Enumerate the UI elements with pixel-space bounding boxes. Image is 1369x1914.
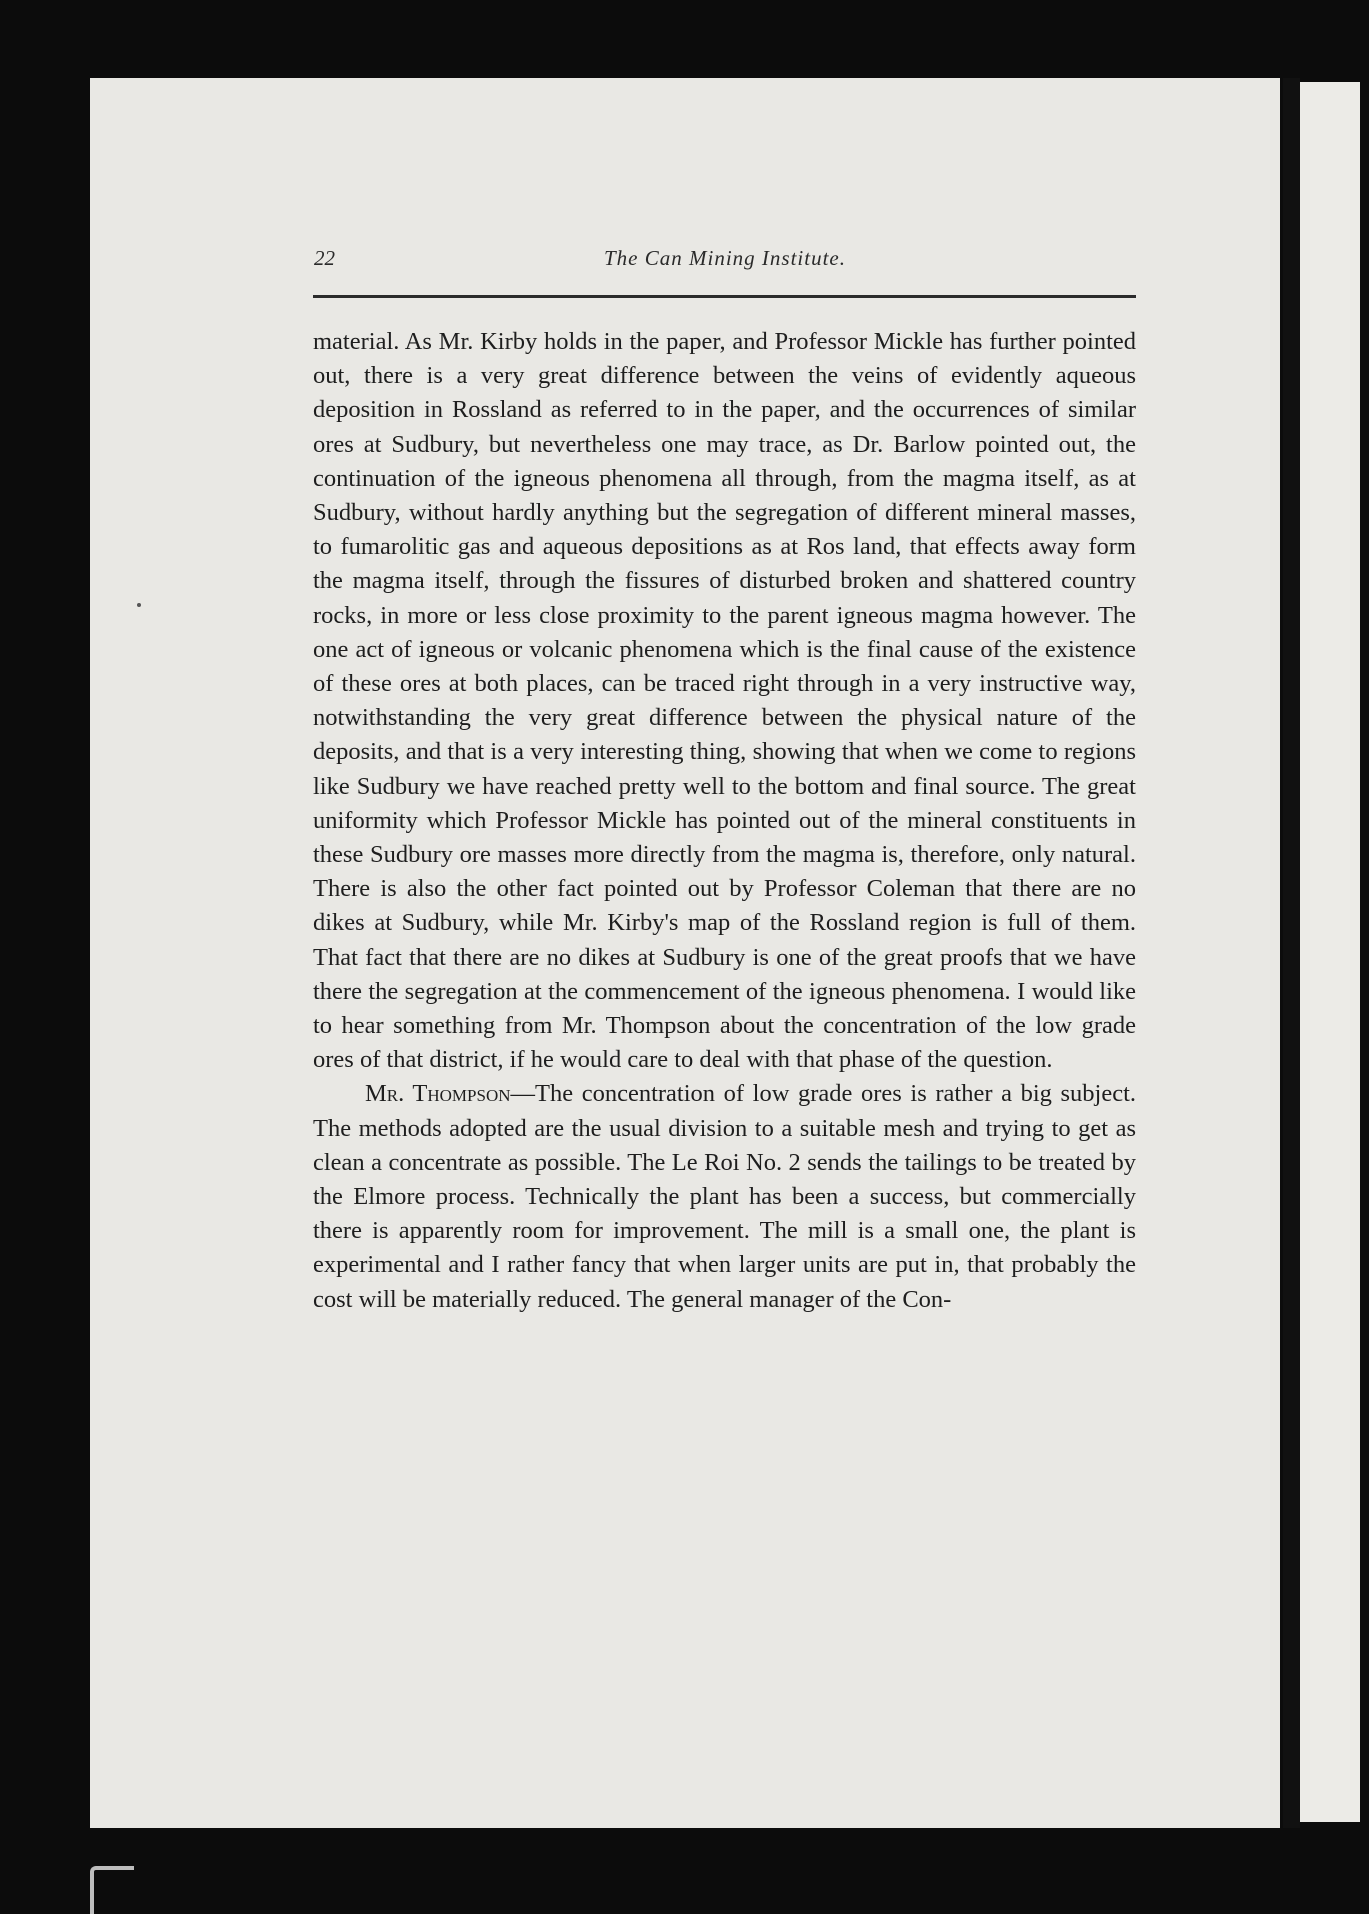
body-text bbox=[313, 325, 1136, 1317]
header-rule bbox=[313, 295, 1136, 298]
page-header bbox=[314, 246, 1136, 276]
scan-speck bbox=[137, 603, 141, 607]
running-title: The Can Mining Institute. bbox=[604, 246, 846, 270]
paragraph-1: material. As Mr. Kirby holds in the paper, and Professor Mickle has further pointed out, there is a very great difference between the veins of evidently aqueous deposition in Rossland as referred to in the paper, and the occurrences of similar ores at Sudbury, but nevertheless one may trace, as Dr. Barlow pointed out, the continuation of the igneous phenomena all through, from the magma itself, as at Sudbury, without hardly anything but the segregation of different mineral masses, to fumarolitic gas and aqueous depositions as at Ros land, that effects away form the magma itself, through the fissures of disturbed broken and shattered country rocks, in more or less close proximity to the parent igneous magma however. The one act of igneous or volcanic phenomena which is the final cause of the existence of these ores at both places, can be traced right through in a very instructive way, notwithstanding the very great difference between the physical nature of the deposits, and that is a very interesting thing, showing that when we come to regions like Sudbury we have reached pretty well to the bottom and final source. The great uniformity which Professor Mickle has pointed out of the mineral constituents in these Sudbury ore masses more directly from the magma is, therefore, only natural. There is also the other fact pointed out by Professor Coleman that there are no dikes at Sudbury, while Mr. Kirby's map of the Rossland region is full of them. That fact that there are no dikes at Sudbury is one of the great proofs that we have there the segregation at the commencement of the igneous phenomena. I would like to hear something from Mr. Thompson about the concentration of the low grade ores of that district, if he would care to deal with that phase of the question. bbox=[313, 328, 1136, 1074]
page-number: 22 bbox=[314, 246, 335, 270]
facing-page-edge bbox=[1300, 82, 1360, 1822]
paragraph-2-text: —The concentration of low grade ores is rather a big subject. The methods adopted are the usual division to a suitable mesh and trying to get as clean a concentrate as possible. The Le Roi No. 2 sends the tailings to be treated by the Elmore process. Technically the plant has been a success, but commercially there is apparently room for improvement. The mill is a small one, the plant is experimental and I rather fancy that when larger units are put in, that probably the cost will be materially reduced. The general manager of the Con- bbox=[313, 1080, 1137, 1313]
paragraph-2 bbox=[313, 1077, 1136, 1316]
speaker-name: Mr. Thompson bbox=[365, 1080, 511, 1108]
scan-corner-mark bbox=[90, 1866, 134, 1914]
page-gutter bbox=[1283, 78, 1300, 1828]
